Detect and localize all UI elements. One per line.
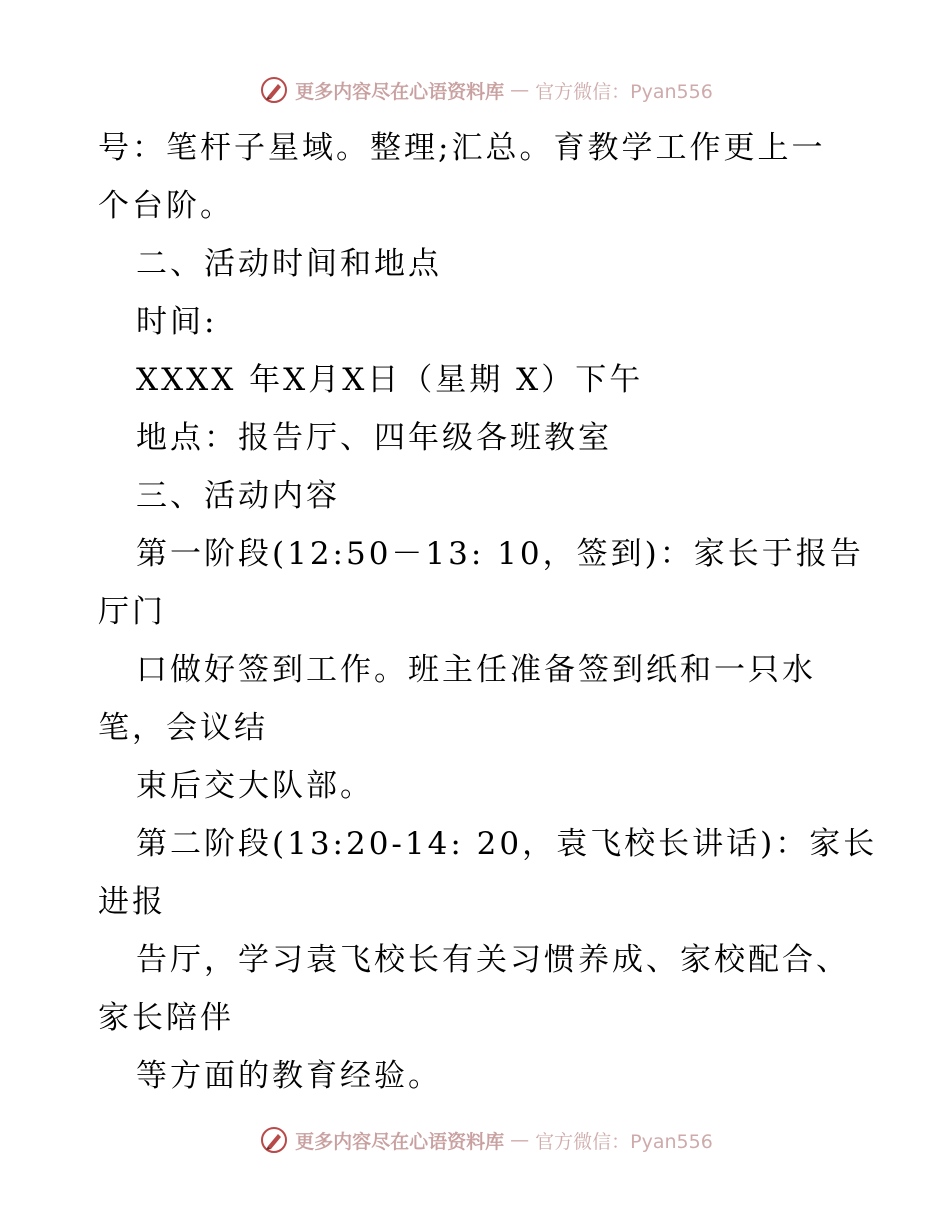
text-line: 号：笔杆子星域。整理;汇总。育教学工作更上一 <box>98 130 826 166</box>
text-line: 个台阶。 <box>98 188 234 224</box>
text-line: 厅门 <box>98 594 166 630</box>
watermark-main-text: 更多内容尽在心语资料库 <box>295 80 505 103</box>
text-line: 告厅，学习袁飞校长有关习惯养成、家校配合、 <box>136 942 850 978</box>
text-line: 第一阶段(12:50－13: 10，签到)：家长于报告 <box>136 536 864 572</box>
text-line: 家长陪伴 <box>98 1000 234 1036</box>
watermark-main-text: 更多内容尽在心语资料库 <box>295 1130 505 1153</box>
text-line: 口做好签到工作。班主任准备签到纸和一只水 <box>136 652 816 688</box>
header-watermark <box>0 70 950 110</box>
watermark-dash: — <box>510 79 530 101</box>
text-line: 地点：报告厅、四年级各班教室 <box>136 420 612 456</box>
pen-logo-icon <box>259 1125 289 1155</box>
text-line: 等方面的教育经验。 <box>136 1058 442 1094</box>
text-line: 束后交大队部。 <box>136 768 374 804</box>
text-line: 进报 <box>98 884 166 920</box>
footer-watermark <box>0 1120 950 1160</box>
section-heading: 二、活动时间和地点 <box>136 246 442 282</box>
text-line: 时间: <box>136 304 218 340</box>
watermark-dash: — <box>510 1129 530 1151</box>
text-line: XXXX 年X月X日（星期 X）下午 <box>136 362 644 398</box>
text-line: 笔，会议结 <box>98 710 268 746</box>
watermark-sub-text: 官方微信：Pyan556 <box>535 1130 713 1153</box>
pen-logo-icon <box>259 75 289 105</box>
section-heading: 三、活动内容 <box>136 478 340 514</box>
watermark-sub-text: 官方微信：Pyan556 <box>535 80 713 103</box>
text-line: 第二阶段(13:20-14: 20，袁飞校长讲话)：家长 <box>136 826 878 862</box>
